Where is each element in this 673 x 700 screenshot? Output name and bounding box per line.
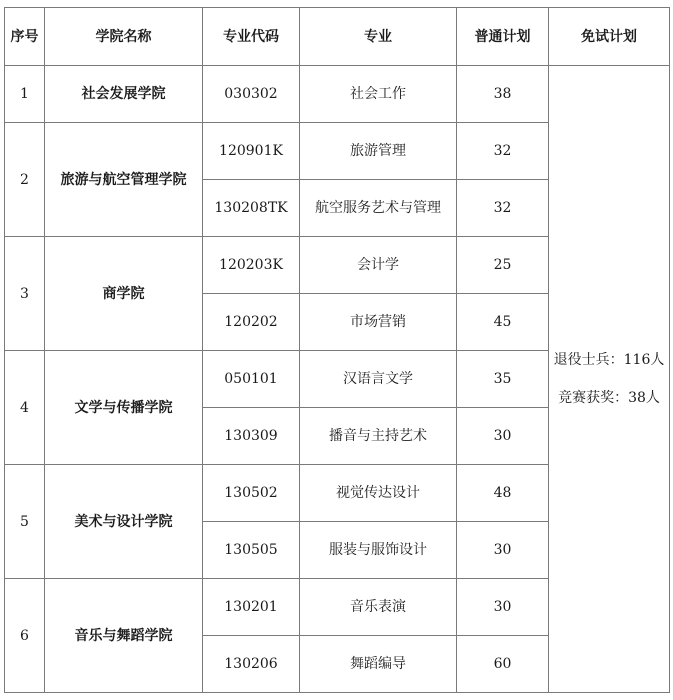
major-name-cell: 汉语言文学 [300, 351, 457, 408]
major-name-cell: 播音与主持艺术 [300, 408, 457, 465]
regular-plan-cell: 48 [457, 465, 549, 522]
regular-plan-cell: 38 [457, 66, 549, 123]
regular-plan-cell: 45 [457, 294, 549, 351]
serial-cell: 4 [5, 351, 45, 465]
exempt-veterans: 退役士兵：116人 [553, 352, 665, 368]
exempt-plan-cell [549, 66, 670, 693]
major-name-cell: 旅游管理 [300, 123, 457, 180]
header-major-code: 专业代码 [203, 8, 300, 66]
regular-plan-cell: 35 [457, 351, 549, 408]
major-name-cell: 会计学 [300, 237, 457, 294]
header-exempt-plan: 免试计划 [549, 8, 670, 66]
regular-plan-cell: 30 [457, 522, 549, 579]
regular-plan-cell: 60 [457, 636, 549, 693]
major-name-cell: 舞蹈编导 [300, 636, 457, 693]
major-name-cell: 视觉传达设计 [300, 465, 457, 522]
serial-cell: 1 [5, 66, 45, 123]
regular-plan-cell: 32 [457, 180, 549, 237]
exempt-competition: 竞赛获奖：38人 [558, 390, 660, 406]
major-name-cell: 航空服务艺术与管理 [300, 180, 457, 237]
major-name-cell: 社会工作 [300, 66, 457, 123]
major-name-cell: 市场营销 [300, 294, 457, 351]
college-name-cell: 社会发展学院 [45, 66, 203, 123]
serial-cell: 2 [5, 123, 45, 237]
serial-cell: 6 [5, 579, 45, 693]
college-name-cell: 旅游与航空管理学院 [45, 123, 203, 237]
major-name-cell: 服装与服饰设计 [300, 522, 457, 579]
regular-plan-cell: 32 [457, 123, 549, 180]
major-code-cell: 120901K [203, 123, 300, 180]
major-name-cell: 音乐表演 [300, 579, 457, 636]
serial-cell: 5 [5, 465, 45, 579]
major-code-cell: 030302 [203, 66, 300, 123]
header-college: 学院名称 [45, 8, 203, 66]
major-code-cell: 130505 [203, 522, 300, 579]
serial-cell: 3 [5, 237, 45, 351]
header-regular-plan: 普通计划 [457, 8, 549, 66]
college-name-cell: 文学与传播学院 [45, 351, 203, 465]
major-code-cell: 120203K [203, 237, 300, 294]
major-code-cell: 120202 [203, 294, 300, 351]
regular-plan-cell: 30 [457, 579, 549, 636]
college-name-cell: 商学院 [45, 237, 203, 351]
major-code-cell: 130309 [203, 408, 300, 465]
header-serial: 序号 [5, 8, 45, 66]
table-row [5, 66, 670, 123]
header-major: 专业 [300, 8, 457, 66]
table-header-row [5, 8, 670, 66]
college-name-cell: 音乐与舞蹈学院 [45, 579, 203, 693]
regular-plan-cell: 25 [457, 237, 549, 294]
major-code-cell: 130206 [203, 636, 300, 693]
major-code-cell: 050101 [203, 351, 300, 408]
major-code-cell: 130201 [203, 579, 300, 636]
major-code-cell: 130502 [203, 465, 300, 522]
regular-plan-cell: 30 [457, 408, 549, 465]
admission-plan-table [4, 7, 670, 693]
major-code-cell: 130208TK [203, 180, 300, 237]
college-name-cell: 美术与设计学院 [45, 465, 203, 579]
